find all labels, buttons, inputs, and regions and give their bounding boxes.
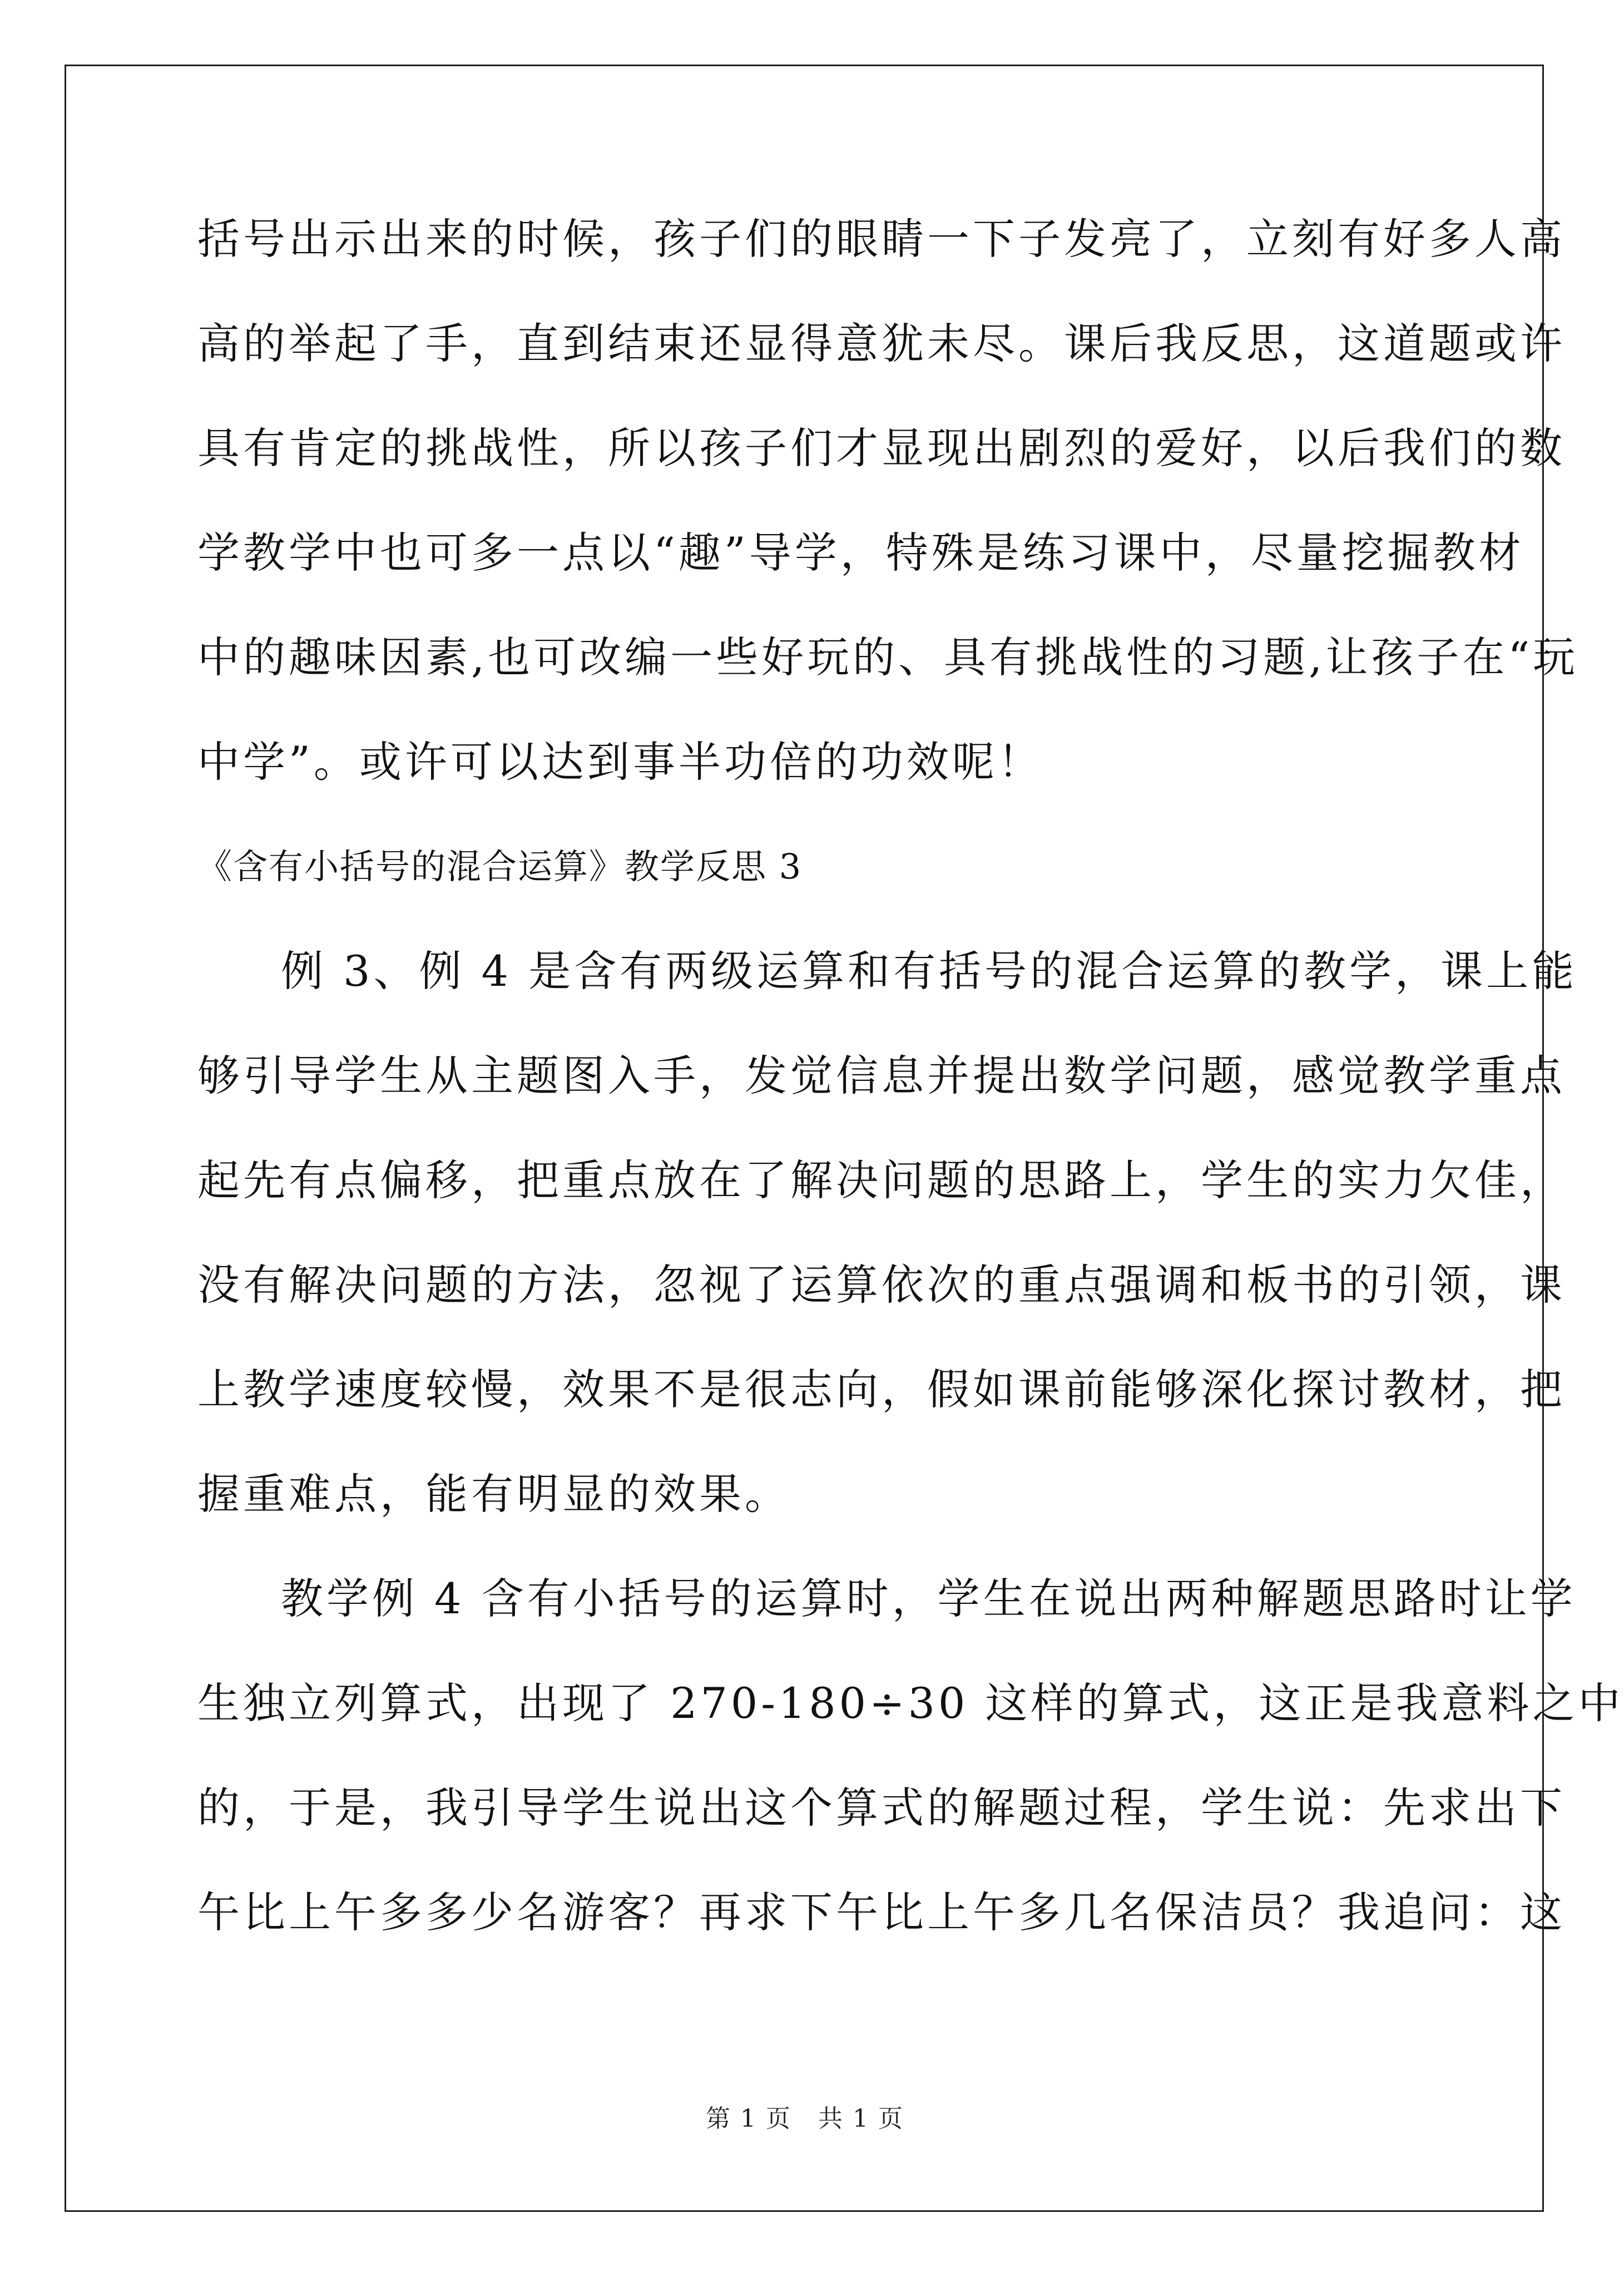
text-line: 括号出示出来的时候，孩子们的眼睛一下子发亮了，立刻有好多人高 <box>197 214 1566 264</box>
text-line: 生独立列算式，出现了 270-180÷30 这样的算式，这正是我意料之中 <box>197 1678 1624 1728</box>
text-line: 教学例 4 含有小括号的运算时，学生在说出两种解题思路时让学 <box>281 1574 1576 1623</box>
section-heading: 《含有小括号的混合运算》教学反思 3 <box>197 846 803 887</box>
text-line: 够引导学生从主题图入手，发觉信息并提出数学问题，感觉教学重点 <box>197 1051 1566 1100</box>
text-line: 没有解决问题的方法，忽视了运算依次的重点强调和板书的引领，课 <box>197 1260 1566 1310</box>
text-line: 午比上午多多少名游客？再求下午比上午多几名保洁员？我追问：这 <box>197 1888 1566 1937</box>
text-line: 例 3、例 4 是含有两级运算和有括号的混合运算的教学，课上能 <box>281 946 1578 996</box>
text-line: 学教学中也可多一点以“趣”导学，特殊是练习课中，尽量挖掘教材 <box>197 528 1524 577</box>
text-line: 的，于是，我引导学生说出这个算式的解题过程，学生说：先求出下 <box>197 1783 1566 1833</box>
document-body <box>197 211 1624 1989</box>
text-line: 中学”。或许可以达到事半功倍的功效呢！ <box>197 737 1043 787</box>
text-line: 握重难点，能有明显的效果。 <box>197 1469 790 1519</box>
text-line: 起先有点偏移，把重点放在了解决问题的思路上，学生的实力欠佳， <box>197 1155 1566 1205</box>
text-line: 高的举起了手，直到结束还显得意犹未尽。课后我反思，这道题或许 <box>197 319 1566 368</box>
text-line: 具有肯定的挑战性，所以孩子们才显现出剧烈的爱好，以后我们的数 <box>197 423 1566 473</box>
text-line: 上教学速度较慢，效果不是很志向，假如课前能够深化探讨教材，把 <box>197 1365 1566 1414</box>
text-line: 中的趣味因素,也可改编一些好玩的、具有挑战性的习题,让孩子在“玩 <box>197 633 1579 682</box>
page-footer: 第 1 页 共 1 页 <box>706 2105 904 2133</box>
